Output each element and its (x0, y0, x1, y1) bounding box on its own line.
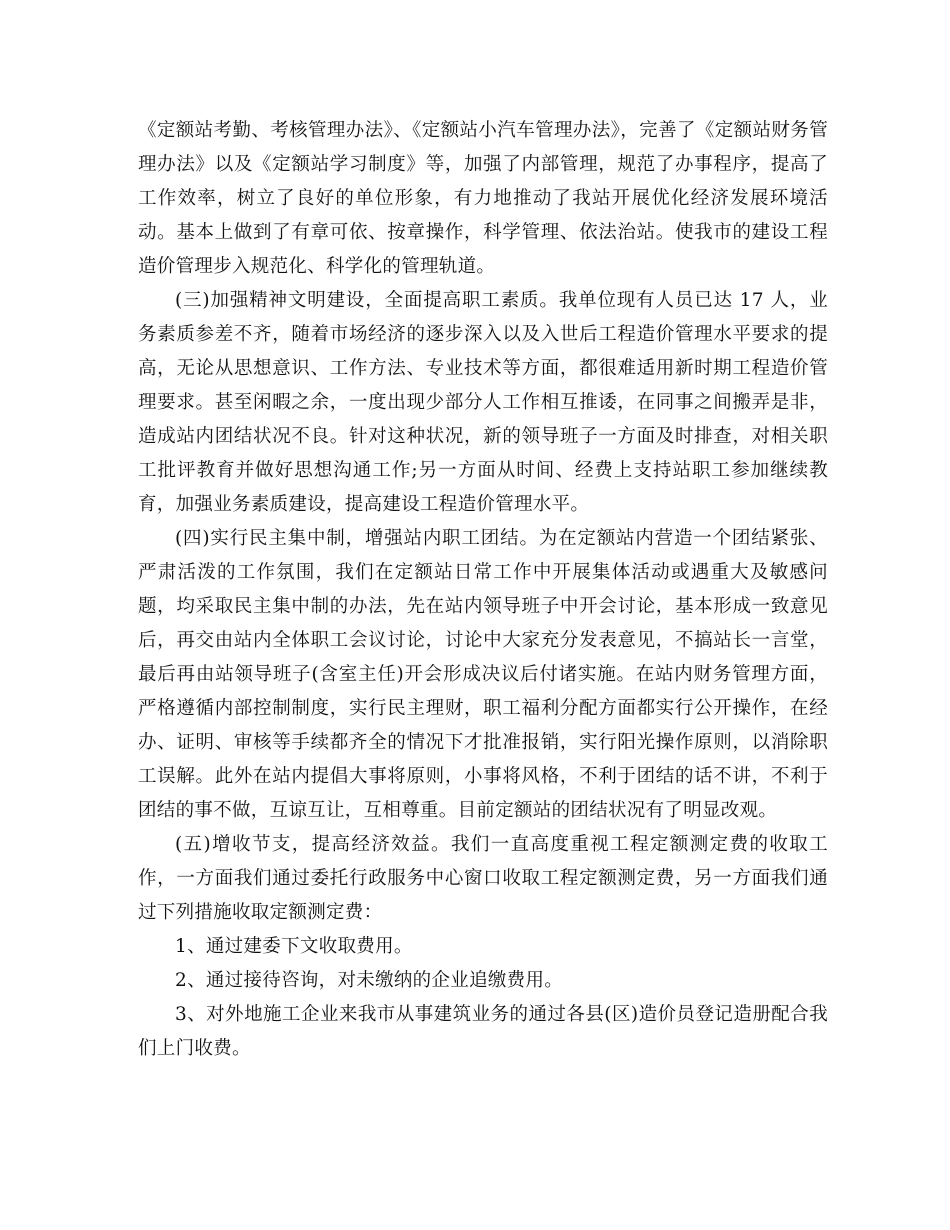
paragraph-section-five: (五)增收节支，提高经济效益。我们一直高度重视工程定额测定费的收取工作，一方面我们通过委托行政服务中心窗口收取工程定额测定费，另一方面我们通过下列措施收取定额测定费： (138, 834, 828, 923)
paragraph-section-three: (三)加强精神文明建设，全面提高职工素质。我单位现有人员已达 17 人，业务素质参差不齐，随着市场经济的逐步深入以及入世后工程造价管理水平要求的提高，无论从思想意识、工作方法、专业技术等方面，都很难适用新时期工程造价管理要求。甚至闲暇之余，一度出现少部分人工作相互推诿，在同事之间搬弄是非，造成站内团结状况不良。针对这种状况，新的领导班子一方面及时排查，对相关职工批评教育并做好思想沟通工作;另一方面从时间、经费上支持站职工参加继续教育，加强业务素质建设，提高建设工程造价管理水平。 (138, 290, 828, 515)
document-page (138, 114, 828, 1066)
list-item-2: 2、通过接待咨询，对未缴纳的企业追缴费用。 (175, 970, 564, 991)
paragraph-regulations: 《定额站考勤、考核管理办法》、《定额站小汽车管理办法》，完善了《定额站财务管理办法》以及《定额站学习制度》等，加强了内部管理，规范了办事程序，提高了工作效率，树立了良好的单位形象，有力地推动了我站开展优化经济发展环境活动。基本上做到了有章可依、按章操作，科学管理、依法治站。使我市的建设工程造价管理步入规范化、科学化的管理轨道。 (138, 120, 828, 277)
list-item-3: 3、对外地施工企业来我市从事建筑业务的通过各县(区)造价员登记造册配合我们上门收费。 (138, 1004, 828, 1059)
paragraph-section-four: (四)实行民主集中制，增强站内职工团结。为在定额站内营造一个团结紧张、严肃活泼的工作氛围，我们在定额站日常工作中开展集体活动或遇重大及敏感问题，均采取民主集中制的办法，先在站内领导班子中开会讨论，基本形成一致意见后，再交由站内全体职工会议讨论，讨论中大家充分发表意见，不搞站长一言堂，最后再由站领导班子(含室主任)开会形成决议后付诸实施。在站内财务管理方面，严格遵循内部控制制度，实行民主理财，职工福利分配方面都实行公开操作，在经办、证明、审核等手续都齐全的情况下才批准报销，实行阳光操作原则，以消除职工误解。此外在站内提倡大事将原则，小事将风格，不利于团结的话不讲，不利于团结的事不做，互谅互让，互相尊重。目前定额站的团结状况有了明显改观。 (138, 528, 828, 821)
list-item-1: 1、通过建委下文收取费用。 (175, 936, 413, 957)
